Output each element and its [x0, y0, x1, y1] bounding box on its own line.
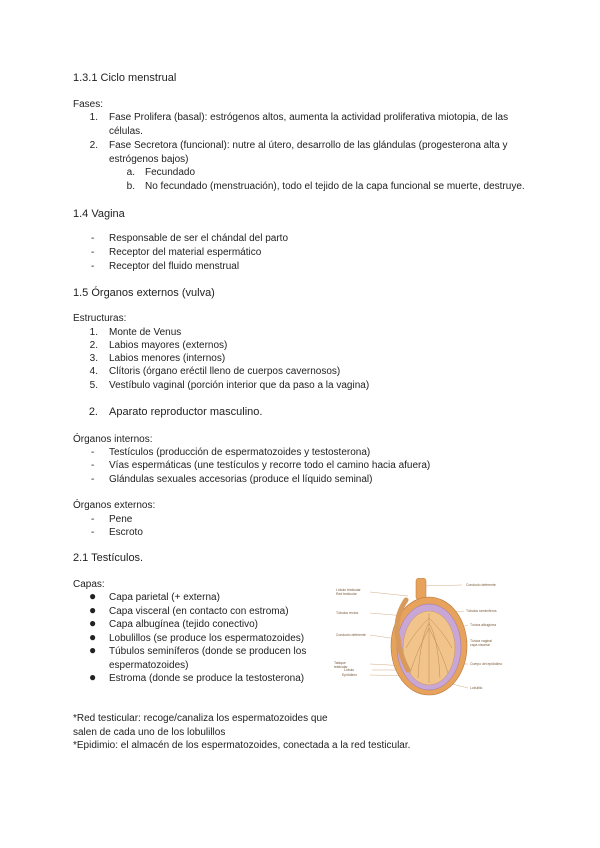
capas-label: Capas: [73, 579, 105, 590]
bullet-dot: ● [89, 670, 97, 684]
svg-text:Túnica vaginal: Túnica vaginal [470, 639, 492, 643]
spermatic-cord [416, 578, 426, 600]
list-number: 2. [89, 140, 98, 151]
bullet-dot: ● [89, 630, 97, 644]
note-epidimio: *Epidimio: el almacén de los espermatozoides, conectada a la red testicular. [73, 740, 411, 751]
list-item: Testículos (producción de espermatozoides y testosterona) [109, 447, 371, 458]
heading-testiculos: 2.1 Testículos. [73, 552, 144, 564]
list-item: Responsable de ser el chándal del parto [109, 233, 289, 244]
list-item: Fase Secretora (funcional): nutre al útero, desarrollo de las glándulas (progesterona alta y estrógenos bajos) [109, 140, 508, 165]
svg-text:Conducto deferente: Conducto deferente [466, 583, 496, 587]
list-item: Capa albugínea (tejido conectivo) [109, 619, 258, 630]
list-item: Glándulas sexuales accesorias (produce el líquido seminal) [109, 474, 373, 485]
dash-bullet: - [91, 527, 95, 538]
svg-text:Túbulos rectos: Túbulos rectos [336, 611, 359, 615]
list-item: Labios mayores (externos) [109, 340, 228, 351]
svg-text:Túbulos seminíferos: Túbulos seminíferos [466, 609, 497, 613]
list-item: Vestíbulo vaginal (porción interior que da paso a la vagina) [109, 380, 370, 391]
dash-bullet: - [91, 514, 95, 525]
list-item: Receptor del material espermático [109, 247, 262, 258]
dash-bullet: - [91, 474, 95, 485]
fases-label: Fases: [73, 99, 104, 110]
list-number: 5. [89, 380, 98, 391]
list-item: Pene [109, 514, 133, 525]
svg-text:Lobulillo: Lobulillo [470, 686, 483, 690]
section-number: 2. [88, 406, 98, 418]
bullet-dot: ● [89, 603, 97, 617]
svg-text:Red testicular: Red testicular [336, 592, 357, 596]
list-item: Clítoris (órgano eréctil lleno de cuerpos cavernosos) [109, 366, 341, 377]
list-item: Labios menores (internos) [109, 353, 226, 364]
heading-vagina: 1.4 Vagina [73, 208, 125, 220]
heading-organos-externos-vulva: 1.5 Órganos externos (vulva) [73, 287, 215, 299]
organos-externos-label: Órganos externos: [73, 500, 156, 511]
dash-bullet: - [91, 261, 95, 272]
organos-internos-label: Órganos internos: [73, 434, 153, 445]
svg-text:Epidídimo: Epidídimo [342, 673, 358, 677]
bullet-dot: ● [89, 589, 97, 603]
heading-aparato-reproductor-masculino: Aparato reproductor masculino. [109, 406, 263, 418]
svg-text:Lóbulo testicular: Lóbulo testicular [336, 588, 361, 592]
sublist-letter: b. [126, 181, 135, 192]
note-red-testicular: *Red testicular: recoge/canaliza los espermatozoides que salen de cada uno de los lobulillos [73, 713, 328, 738]
dash-bullet: - [91, 447, 95, 458]
svg-text:Tabique: Tabique [334, 661, 346, 665]
svg-text:Lóbulo: Lóbulo [344, 668, 355, 672]
list-item: Capa parietal (+ externa) [109, 592, 220, 603]
svg-text:testicular: testicular [334, 665, 348, 669]
heading-ciclo-menstrual: 1.3.1 Ciclo menstrual [73, 72, 177, 84]
dash-bullet: - [91, 247, 95, 258]
list-item: Escroto [109, 527, 143, 538]
list-item: Capa visceral (en contacto con estroma) [109, 606, 289, 617]
list-item: Lobulillos (se produce los espermatozoides) [109, 633, 305, 644]
sublist-item: No fecundado (menstruación), todo el tejido de la capa funcional se muerte, destruye. [145, 181, 525, 192]
bullet-dot: ● [89, 643, 97, 657]
list-number: 3. [89, 353, 98, 364]
bullet-dot: ● [89, 616, 97, 630]
testis-diagram [334, 578, 526, 700]
svg-text:capa visceral: capa visceral [470, 643, 490, 647]
sublist-item: Fecundado [145, 167, 196, 178]
list-item: Túbulos seminíferos (donde se producen los espermatozoides) [109, 646, 307, 671]
list-number: 4. [89, 366, 98, 377]
svg-text:Túnica albugínea: Túnica albugínea [470, 623, 497, 627]
dash-bullet: - [91, 233, 95, 244]
list-item: Fase Prolifera (basal): estrógenos altos, aumenta la actividad proliferativa miotopia, de las células. [109, 112, 509, 137]
svg-text:Conducto deferente: Conducto deferente [336, 633, 366, 637]
estructuras-label: Estructuras: [73, 313, 127, 324]
list-item: Vías espermáticas (une testículos y recorre todo el camino hacia afuera) [109, 460, 431, 471]
list-item: Receptor del fluido menstrual [109, 261, 240, 272]
list-item: Estroma (donde se produce la testosterona) [109, 673, 305, 684]
list-number: 2. [89, 340, 98, 351]
list-number: 1. [89, 112, 98, 123]
sublist-letter: a. [126, 167, 135, 178]
list-item: Monte de Venus [109, 327, 182, 338]
svg-text:Cuerpo del epidídimo: Cuerpo del epidídimo [470, 662, 503, 666]
dash-bullet: - [91, 460, 95, 471]
list-number: 1. [89, 327, 98, 338]
